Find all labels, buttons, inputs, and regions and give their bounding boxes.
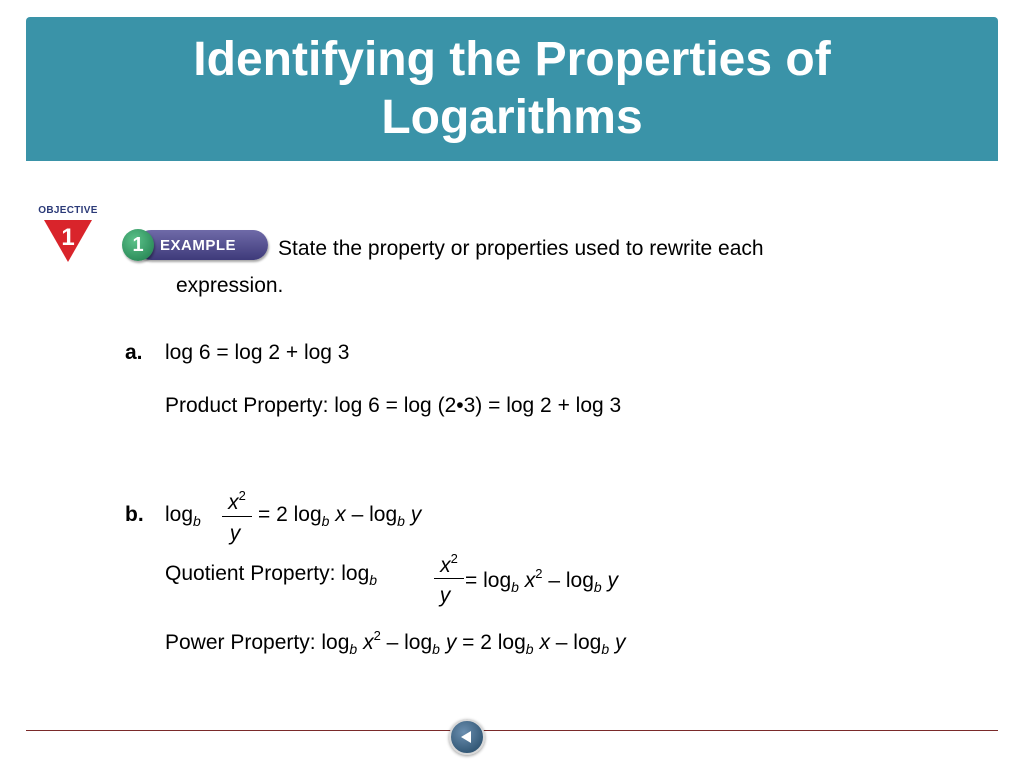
example-number-circle: [122, 229, 154, 261]
quotient-fraction-denominator: y: [439, 584, 451, 607]
quotient-property-label: Quotient Property: $\log_b$: [165, 562, 378, 588]
part-b-fraction-numerator: $x^2$: [228, 488, 246, 514]
bottom-divider: [26, 730, 998, 731]
part-a-label: a.: [125, 341, 143, 364]
prompt-line-1: State the property or properties used to rewrite each: [278, 237, 764, 260]
example-badge: [122, 228, 270, 264]
part-b-log-prefix: $\log_b$: [165, 503, 201, 529]
prompt-line-2: expression.: [176, 274, 284, 297]
example-label: EXAMPLE: [160, 237, 237, 254]
slide-title: Identifying the Properties of Logarithms: [193, 33, 831, 144]
title-bar: [26, 17, 998, 161]
quotient-property-rhs: = $\log_b x^2 - \log_b y$: [465, 566, 619, 595]
power-property-line: Power Property: $\log_b x^2 - \log_b y = 2$ $\log_b x - \log_b y$: [165, 628, 626, 657]
back-button[interactable]: [449, 719, 485, 755]
objective-triangle-icon: [42, 218, 94, 264]
quotient-fraction-numerator: $x^2$: [440, 551, 458, 577]
part-b-fraction-bar: [222, 516, 252, 517]
objective-number: 1: [61, 224, 75, 251]
part-a-explanation: Product Property: log 6 = log (2•3) = log 2 + log 3: [165, 394, 622, 417]
quotient-fraction-bar: [434, 578, 464, 579]
objective-label: OBJECTIVE: [38, 205, 98, 216]
objective-badge: [32, 205, 104, 265]
example-number: 1: [132, 234, 144, 256]
part-b-fraction-denominator: y: [229, 522, 241, 545]
part-b-label: b.: [125, 503, 144, 526]
part-a-expression: log 6 = log 2 + log 3: [165, 341, 350, 364]
back-arrow-icon: [459, 729, 475, 745]
part-b-rhs: = 2 $\log_b x - \log_b y$: [258, 503, 422, 529]
example-pill: [136, 230, 268, 260]
